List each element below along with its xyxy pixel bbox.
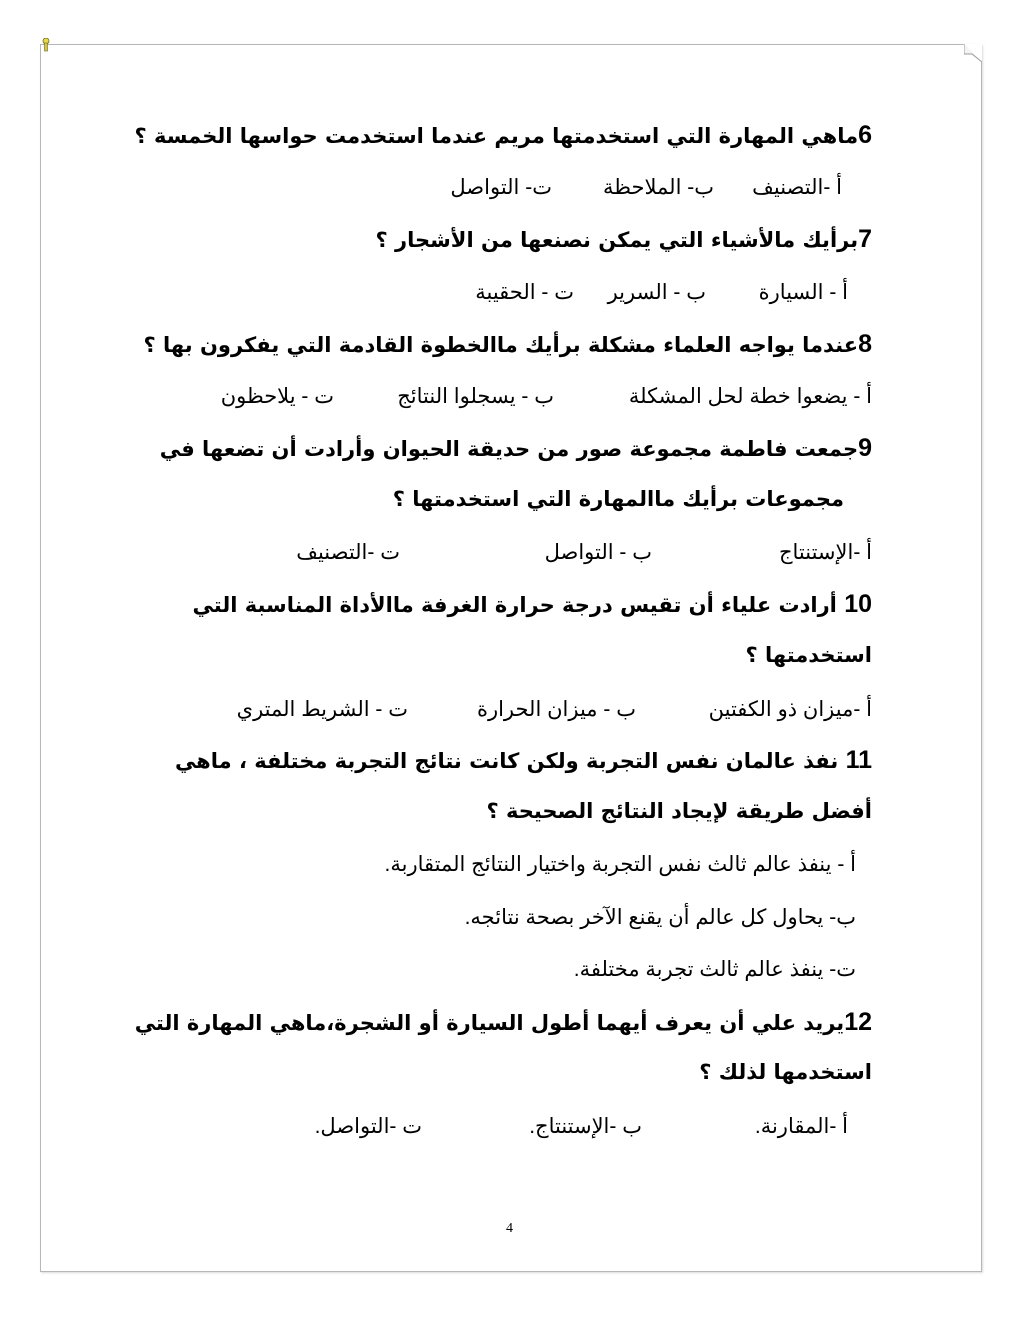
question-12-line2: استخدمها لذلك ؟ — [699, 1060, 872, 1084]
option-c: ت - الشريط المتري — [236, 698, 408, 721]
question-10-line2: استخدمتها ؟ — [745, 643, 872, 667]
option-c: ت- ينفذ عالم ثالث تجربة مختلفة. — [573, 958, 856, 981]
option-a: أ - يضعوا خطة لحل المشكلة — [628, 385, 872, 408]
option-b: ب - التواصل — [544, 541, 652, 564]
option-a: أ -ميزان ذو الكفتين — [708, 698, 872, 721]
question-text: جمعت فاطمة مجموعة صور من حديقة الحيوان وأرادت أن تضعها في — [159, 437, 859, 461]
question-number: 9 — [858, 434, 872, 462]
page-corner-fold-icon — [964, 44, 982, 62]
option-b: ب- يحاول كل عالم أن يقنع الآخر بصحة نتائجه. — [464, 906, 856, 929]
page-number: 4 — [506, 1221, 513, 1236]
option-b: ب - يسجلوا النتائج — [397, 385, 554, 408]
question-text: يريد علي أن يعرف أيهما أطول السيارة أو الشجرة،ماهي المهارة التي — [134, 1011, 845, 1035]
option-c: ت - الحقيبة — [475, 281, 574, 304]
question-text: أرادت علياء أن تقيس درجة حرارة الغرفة ماالأداة المناسبة التي — [192, 593, 837, 617]
question-9 — [160, 434, 872, 463]
option-c: ت -التصنيف — [296, 541, 400, 564]
question-7 — [376, 225, 872, 254]
option-c: ت -التواصل. — [314, 1115, 422, 1138]
attachment-pin-icon — [41, 38, 51, 52]
option-a: أ - ينفذ عالم ثالث نفس التجربة واختيار النتائج المتقاربة. — [384, 853, 856, 876]
option-c: ت - يلاحظون — [220, 385, 334, 408]
question-11 — [175, 746, 872, 775]
option-a: أ - السيارة — [758, 281, 848, 304]
question-6 — [135, 121, 872, 150]
question-number: 6 — [858, 121, 872, 149]
question-number: 8 — [858, 330, 872, 358]
question-9-line2: مجموعات برأيك ماالمهارة التي استخدمتها ؟ — [392, 487, 844, 511]
option-b: ب - السرير — [607, 281, 706, 304]
question-text: عندما يواجه العلماء مشكلة برأيك ماالخطوة القادمة التي يفكرون بها ؟ — [143, 333, 859, 357]
question-11-line2: أفضل طريقة لإيجاد النتائج الصحيحة ؟ — [486, 799, 872, 823]
option-a: أ -التصنيف — [752, 176, 842, 199]
question-text: برأيك مالأشياء التي يمكن نصنعها من الأشجار ؟ — [375, 228, 859, 252]
question-number: 10 — [844, 590, 872, 618]
option-b: ب- الملاحظة — [603, 176, 714, 199]
question-number: 12 — [844, 1008, 872, 1036]
option-c: ت- التواصل — [450, 176, 552, 199]
option-a: أ -المقارنة. — [754, 1115, 848, 1138]
question-text: ماهي المهارة التي استخدمتها مريم عندما استخدمت حواسها الخمسة ؟ — [134, 124, 859, 148]
option-b: ب -الإستنتاج. — [529, 1115, 642, 1138]
question-text: نفذ عالمان نفس التجربة ولكن كانت نتائج التجربة مختلفة ، ماهي — [174, 749, 839, 773]
question-8 — [144, 330, 872, 359]
question-10 — [193, 590, 872, 619]
question-number: 11 — [845, 746, 872, 774]
option-a: أ -الإستنتاج — [778, 541, 872, 564]
option-b: ب - ميزان الحرارة — [476, 698, 636, 721]
question-12 — [135, 1008, 872, 1037]
question-number: 7 — [858, 225, 872, 253]
